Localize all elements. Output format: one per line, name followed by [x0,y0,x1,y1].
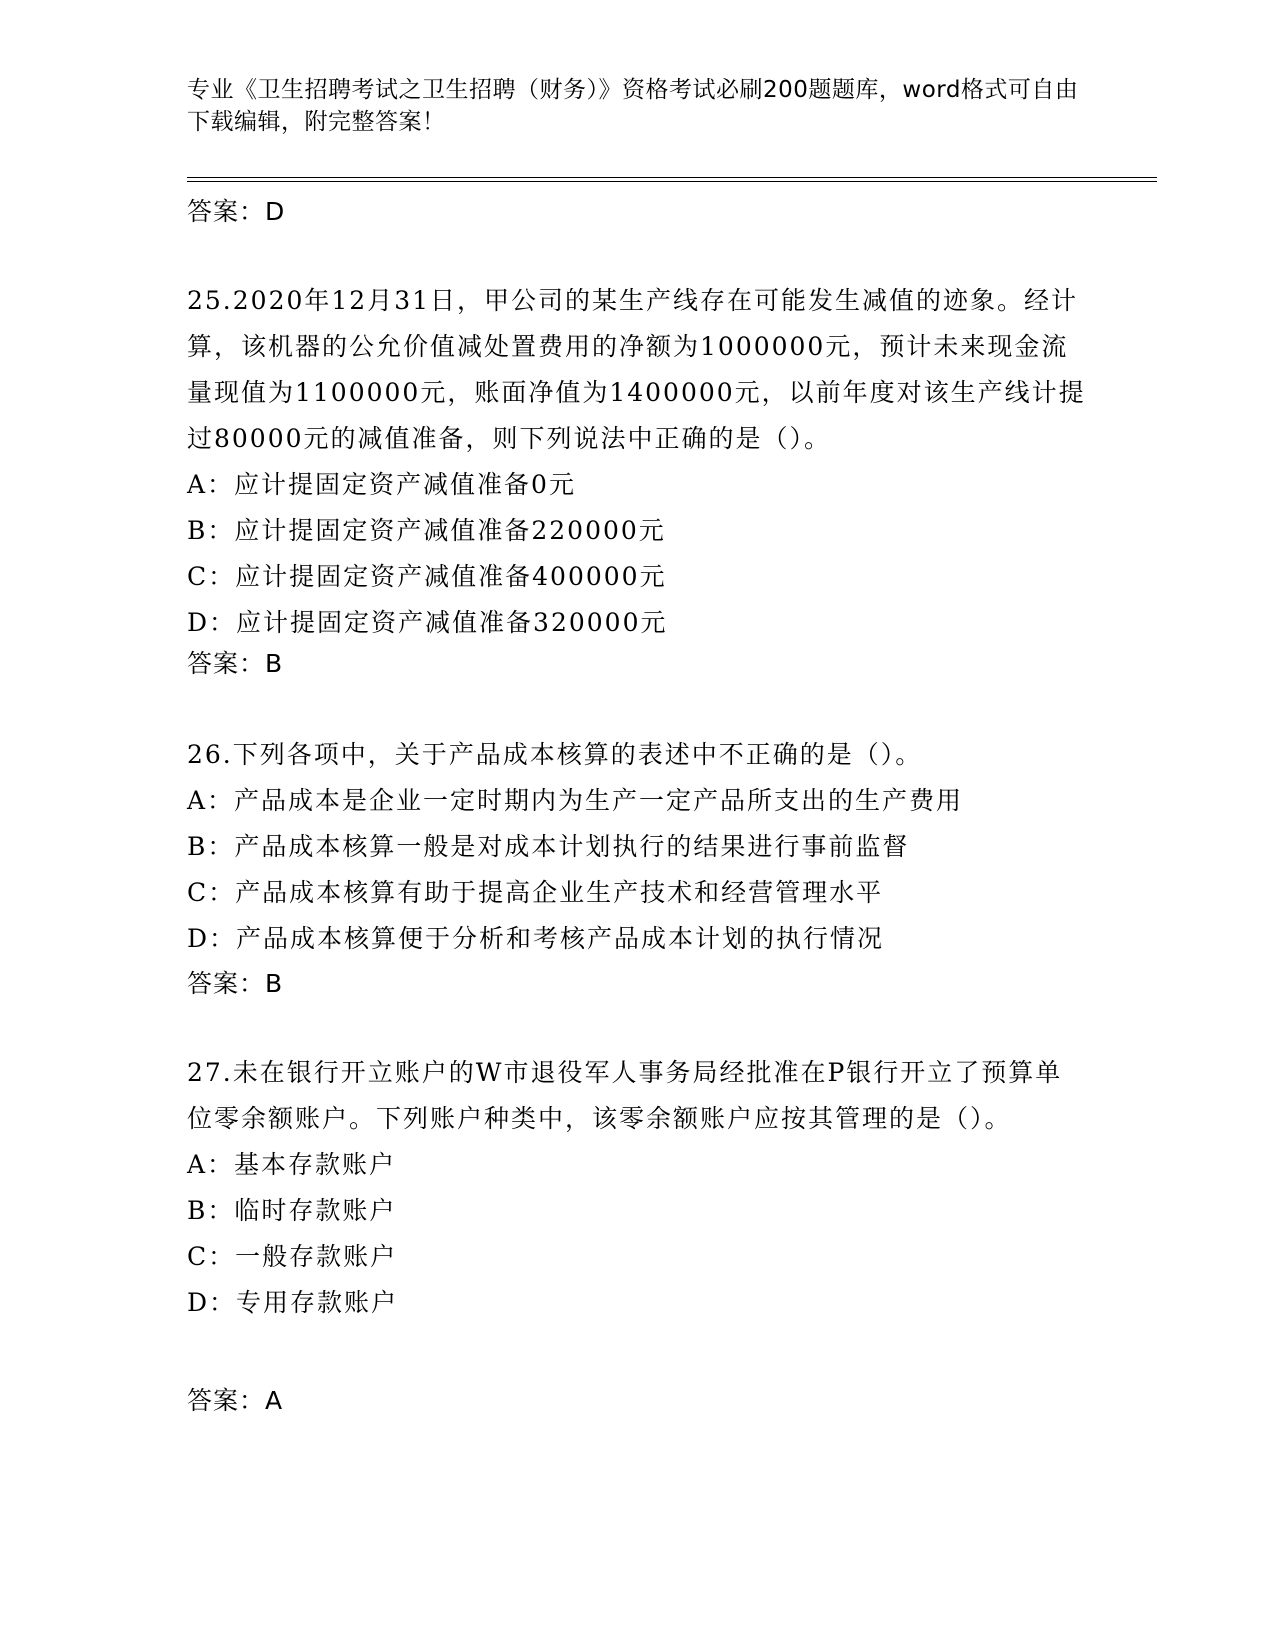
question-26-answer: 答案：B [187,969,284,998]
question-text: 26.下列各项中，关于产品成本核算的表述中不正确的是（）。 [187,740,923,769]
option-d: D：应计提固定资产减值准备320000元 [187,608,668,637]
option-d: D：专用存款账户 [187,1288,399,1317]
header-divider [187,181,1157,182]
question-text: 27.未在银行开立账户的W市退役军人事务局经批准在P银行开立了预算单位零余额账户。下列账户种类中，该零余额账户应按其管理的是（）。 [187,1058,1063,1133]
document-header-title: 专业《卫生招聘考试之卫生招聘（财务）》资格考试必刷200题题库，word格式可自由下载编辑，附完整答案！ [187,77,1079,135]
option-a: A：基本存款账户 [187,1150,397,1179]
option-d: D：产品成本核算便于分析和考核产品成本计划的执行情况 [187,924,885,953]
question-27-answer: 答案：A [187,1386,284,1415]
header-divider [187,177,1157,178]
question-27 [187,1050,1087,1326]
option-b: B：临时存款账户 [187,1196,397,1225]
option-b: B：应计提固定资产减值准备220000元 [187,516,666,545]
option-c: C：一般存款账户 [187,1242,398,1271]
option-a: A：应计提固定资产减值准备0元 [187,470,576,499]
option-c: C：产品成本核算有助于提高企业生产技术和经营管理水平 [187,878,884,907]
question-25 [187,278,1087,646]
previous-question-answer: 答案：D [187,197,286,226]
option-b: B：产品成本核算一般是对成本计划执行的结果进行事前监督 [187,832,910,861]
question-25-answer: 答案：B [187,649,284,678]
option-c: C：应计提固定资产减值准备400000元 [187,562,667,591]
question-26 [187,732,1087,962]
question-text: 25.2020年12月31日，甲公司的某生产线存在可能发生减值的迹象。经计算，该机器的公允价值减处置费用的净额为1000000元，预计未来现金流量现值为1100000元，账面净值为1400000元，以前年度对该生产线计提过80000元的减值准备，则下列说法中正确的是（）。 [187,286,1086,453]
option-a: A：产品成本是企业一定时期内为生产一定产品所支出的生产费用 [187,786,964,815]
